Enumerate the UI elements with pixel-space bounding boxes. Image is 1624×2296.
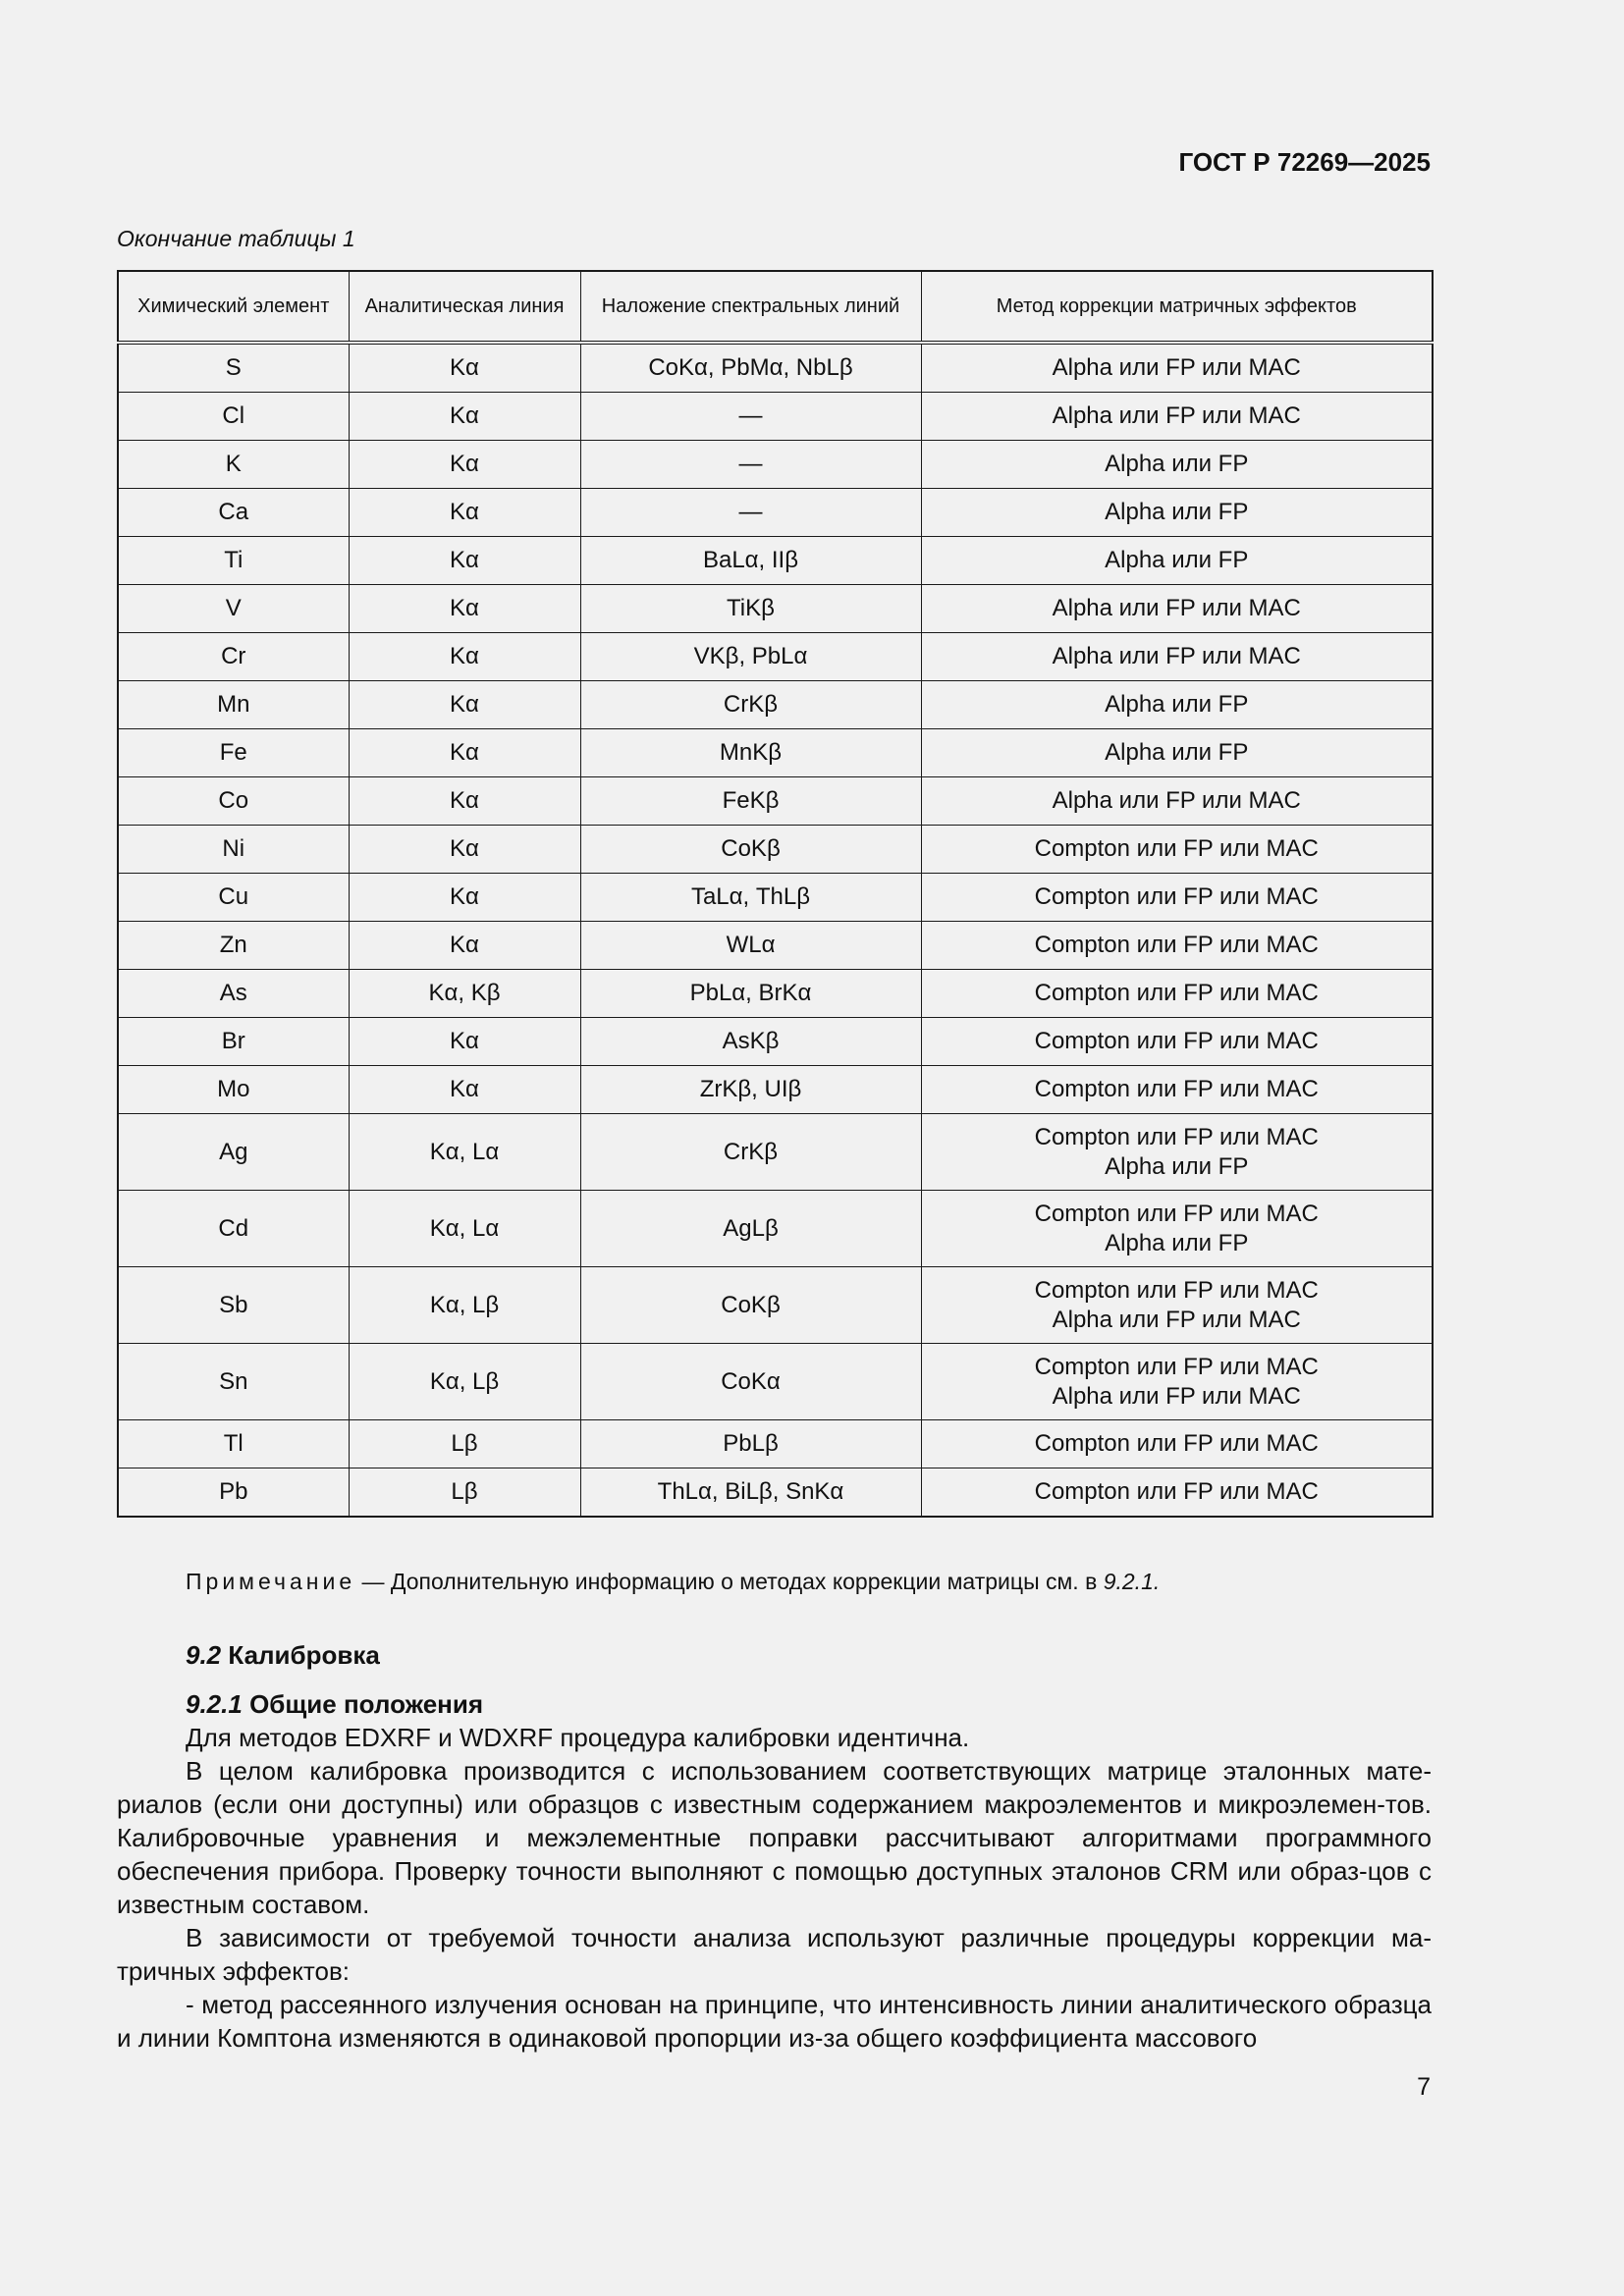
table-row — [118, 826, 1433, 874]
cell-element: Co — [118, 777, 349, 826]
cell-spectral-overlap: CrKβ — [580, 681, 921, 729]
cell-spectral-overlap: CoKα, PbMα, NbLβ — [580, 343, 921, 393]
cell-correction-method — [921, 441, 1433, 489]
method-line: Compton или FP или MAC — [1034, 1276, 1319, 1304]
cell-element: Ni — [118, 826, 349, 874]
method-line: Compton или FP или MAC — [1034, 932, 1319, 958]
subsection-heading — [186, 1689, 483, 1720]
cell-correction-method — [921, 1114, 1433, 1191]
cell-element: Cl — [118, 393, 349, 441]
cell-correction-method — [921, 1018, 1433, 1066]
cell-correction-method — [921, 922, 1433, 970]
method-line: Compton или FP или MAC — [1034, 1200, 1319, 1227]
cell-spectral-overlap: — — [580, 393, 921, 441]
cell-element: Ti — [118, 537, 349, 585]
cell-correction-method — [921, 537, 1433, 585]
method-line: Alpha или FP — [1105, 691, 1249, 718]
cell-element: Mn — [118, 681, 349, 729]
method-line: Alpha или FP — [1105, 547, 1249, 573]
cell-analytical-line: Kα — [349, 826, 580, 874]
cell-correction-method — [921, 393, 1433, 441]
table-row — [118, 441, 1433, 489]
cell-analytical-line: Kα — [349, 489, 580, 537]
table-row — [118, 633, 1433, 681]
subsection-title: Общие положения — [249, 1689, 484, 1719]
table-header-row — [118, 271, 1433, 343]
cell-analytical-line: Kα, Lα — [349, 1191, 580, 1267]
cell-correction-method — [921, 633, 1433, 681]
table-note — [186, 1569, 1160, 1595]
cell-element: V — [118, 585, 349, 633]
section-number: 9.2 — [186, 1640, 222, 1670]
cell-spectral-overlap: ThLα, BiLβ, SnKα — [580, 1468, 921, 1518]
note-label: Примечание — [186, 1569, 356, 1594]
cell-element: Fe — [118, 729, 349, 777]
paragraph: В зависимости от требуемой точности анализа используют различные процедуры коррекции ма-тричных эффектов: — [117, 1923, 1432, 1986]
method-line: Alpha или FP или MAC — [1052, 1382, 1301, 1410]
table-row — [118, 922, 1433, 970]
cell-spectral-overlap: FeKβ — [580, 777, 921, 826]
cell-analytical-line: Lβ — [349, 1420, 580, 1468]
cell-spectral-overlap: MnKβ — [580, 729, 921, 777]
cell-spectral-overlap: CoKβ — [580, 826, 921, 874]
cell-element: Ag — [118, 1114, 349, 1191]
table-row — [118, 537, 1433, 585]
cell-correction-method — [921, 681, 1433, 729]
cell-element: Ca — [118, 489, 349, 537]
cell-element: Mo — [118, 1066, 349, 1114]
method-line: Compton или FP или MAC — [1034, 1353, 1319, 1380]
cell-correction-method — [921, 1468, 1433, 1518]
cell-analytical-line: Kα — [349, 585, 580, 633]
cell-analytical-line: Kα — [349, 441, 580, 489]
cell-spectral-overlap: — — [580, 441, 921, 489]
method-line: Alpha или FP или MAC — [1052, 643, 1301, 669]
cell-element: As — [118, 970, 349, 1018]
cell-analytical-line: Lβ — [349, 1468, 580, 1518]
cell-spectral-overlap: WLα — [580, 922, 921, 970]
cell-analytical-line: Kα — [349, 777, 580, 826]
cell-element: Cr — [118, 633, 349, 681]
paragraph: Для методов EDXRF и WDXRF процедура калибровки идентична. — [186, 1723, 970, 1752]
cell-correction-method — [921, 729, 1433, 777]
cell-element: S — [118, 343, 349, 393]
section-heading — [186, 1640, 380, 1671]
section-title: Калибровка — [228, 1640, 380, 1670]
table-row — [118, 1114, 1433, 1191]
method-line: Compton или FP или MAC — [1034, 980, 1319, 1006]
cell-correction-method — [921, 826, 1433, 874]
table-row — [118, 489, 1433, 537]
cell-correction-method — [921, 777, 1433, 826]
cell-spectral-overlap: — — [580, 489, 921, 537]
cell-analytical-line: Kα — [349, 1066, 580, 1114]
cell-spectral-overlap: AgLβ — [580, 1191, 921, 1267]
column-header-element: Химический элемент — [118, 271, 349, 343]
cell-correction-method — [921, 1267, 1433, 1344]
table-row — [118, 874, 1433, 922]
cell-analytical-line: Kα — [349, 874, 580, 922]
note-reference: 9.2.1. — [1103, 1569, 1161, 1594]
method-line: Alpha или FP или MAC — [1052, 595, 1301, 621]
table-body — [118, 343, 1433, 1517]
method-line: Alpha или FP — [1105, 451, 1249, 477]
method-line: Alpha или FP или MAC — [1052, 1306, 1301, 1333]
cell-spectral-overlap: CoKβ — [580, 1267, 921, 1344]
cell-element: Tl — [118, 1420, 349, 1468]
cell-correction-method — [921, 343, 1433, 393]
cell-element: Sn — [118, 1344, 349, 1420]
cell-analytical-line: Kα — [349, 922, 580, 970]
cell-spectral-overlap: BaLα, IIβ — [580, 537, 921, 585]
cell-analytical-line: Kα — [349, 681, 580, 729]
cell-correction-method — [921, 489, 1433, 537]
table-row — [118, 343, 1433, 393]
method-line: Alpha или FP или MAC — [1052, 787, 1301, 814]
method-line: Compton или FP или MAC — [1034, 1076, 1319, 1102]
paragraph: В целом калибровка производится с использованием соответствующих матрице эталонных мате-риалов (если они доступны) или образцов с известным содержанием макроэлементов и микроэлемен-тов. Калибровочные уравнения и межэлементные поправки рассчитывают алгоритмами программного обеспечения прибора. Проверку точности выполняют с помощью доступных эталонов CRM или образ-цов с известным составом. — [117, 1756, 1432, 1919]
method-line: Alpha или FP или MAC — [1052, 402, 1301, 429]
cell-analytical-line: Kα, Lβ — [349, 1267, 580, 1344]
method-line: Compton или FP или MAC — [1034, 1028, 1319, 1054]
cell-correction-method — [921, 970, 1433, 1018]
cell-correction-method — [921, 585, 1433, 633]
method-line: Alpha или FP — [1105, 499, 1249, 525]
method-line: Alpha или FP — [1105, 739, 1249, 766]
note-dash: — — [355, 1569, 391, 1594]
method-line: Compton или FP или MAC — [1034, 835, 1319, 862]
method-line: Compton или FP или MAC — [1034, 1478, 1319, 1505]
cell-spectral-overlap: PbLα, BrKα — [580, 970, 921, 1018]
cell-element: Br — [118, 1018, 349, 1066]
cell-element: Cu — [118, 874, 349, 922]
cell-analytical-line: Kα — [349, 1018, 580, 1066]
table-row — [118, 729, 1433, 777]
table-row — [118, 1267, 1433, 1344]
table-row — [118, 1066, 1433, 1114]
cell-correction-method — [921, 1420, 1433, 1468]
table-row — [118, 1191, 1433, 1267]
cell-analytical-line: Kα, Kβ — [349, 970, 580, 1018]
method-line: Alpha или FP или MAC — [1052, 354, 1301, 381]
cell-spectral-overlap: TiKβ — [580, 585, 921, 633]
table-row — [118, 1420, 1433, 1468]
table-row — [118, 585, 1433, 633]
column-header-overlap: Наложение спектральных линий — [580, 271, 921, 343]
table-row — [118, 777, 1433, 826]
cell-element: Cd — [118, 1191, 349, 1267]
column-header-method: Метод коррекции матричных эффектов — [921, 271, 1433, 343]
cell-spectral-overlap: CrKβ — [580, 1114, 921, 1191]
standard-code: ГОСТ Р 72269—2025 — [1178, 147, 1431, 177]
subsection-number: 9.2.1 — [186, 1689, 243, 1719]
cell-element: Pb — [118, 1468, 349, 1518]
method-line: Compton или FP или MAC — [1034, 883, 1319, 910]
table-row — [118, 1018, 1433, 1066]
cell-spectral-overlap: AsKβ — [580, 1018, 921, 1066]
body-text — [117, 1721, 1432, 2055]
cell-spectral-overlap: PbLβ — [580, 1420, 921, 1468]
cell-analytical-line: Kα, Lβ — [349, 1344, 580, 1420]
cell-analytical-line: Kα — [349, 729, 580, 777]
cell-element: Sb — [118, 1267, 349, 1344]
cell-analytical-line: Kα — [349, 393, 580, 441]
cell-spectral-overlap: CoKα — [580, 1344, 921, 1420]
table-row — [118, 970, 1433, 1018]
table-row — [118, 1468, 1433, 1518]
cell-analytical-line: Kα — [349, 537, 580, 585]
cell-analytical-line: Kα — [349, 633, 580, 681]
cell-element: K — [118, 441, 349, 489]
cell-correction-method — [921, 1066, 1433, 1114]
cell-spectral-overlap: ZrKβ, UIβ — [580, 1066, 921, 1114]
note-text: Дополнительную информацию о методах коррекции матрицы см. в — [390, 1569, 1104, 1594]
table-row — [118, 393, 1433, 441]
method-line: Alpha или FP — [1105, 1229, 1249, 1256]
calibration-table — [117, 270, 1434, 1518]
cell-analytical-line: Kα — [349, 343, 580, 393]
page-number: 7 — [1417, 2073, 1431, 2101]
cell-correction-method — [921, 874, 1433, 922]
table-row — [118, 681, 1433, 729]
cell-correction-method — [921, 1191, 1433, 1267]
method-line: Compton или FP или MAC — [1034, 1123, 1319, 1150]
column-header-line: Аналитическая линия — [349, 271, 580, 343]
method-line: Compton или FP или MAC — [1034, 1430, 1319, 1457]
cell-spectral-overlap: VKβ, PbLα — [580, 633, 921, 681]
cell-analytical-line: Kα, Lα — [349, 1114, 580, 1191]
cell-spectral-overlap: TaLα, ThLβ — [580, 874, 921, 922]
cell-element: Zn — [118, 922, 349, 970]
method-line: Alpha или FP — [1105, 1152, 1249, 1180]
table-caption: Окончание таблицы 1 — [117, 226, 355, 251]
table-row — [118, 1344, 1433, 1420]
paragraph: - метод рассеянного излучения основан на принципе, что интенсивность линии аналитического образца и линии Комптона изменяются в одинаковой пропорции из-за общего коэффициента массового — [117, 1990, 1432, 2053]
cell-correction-method — [921, 1344, 1433, 1420]
